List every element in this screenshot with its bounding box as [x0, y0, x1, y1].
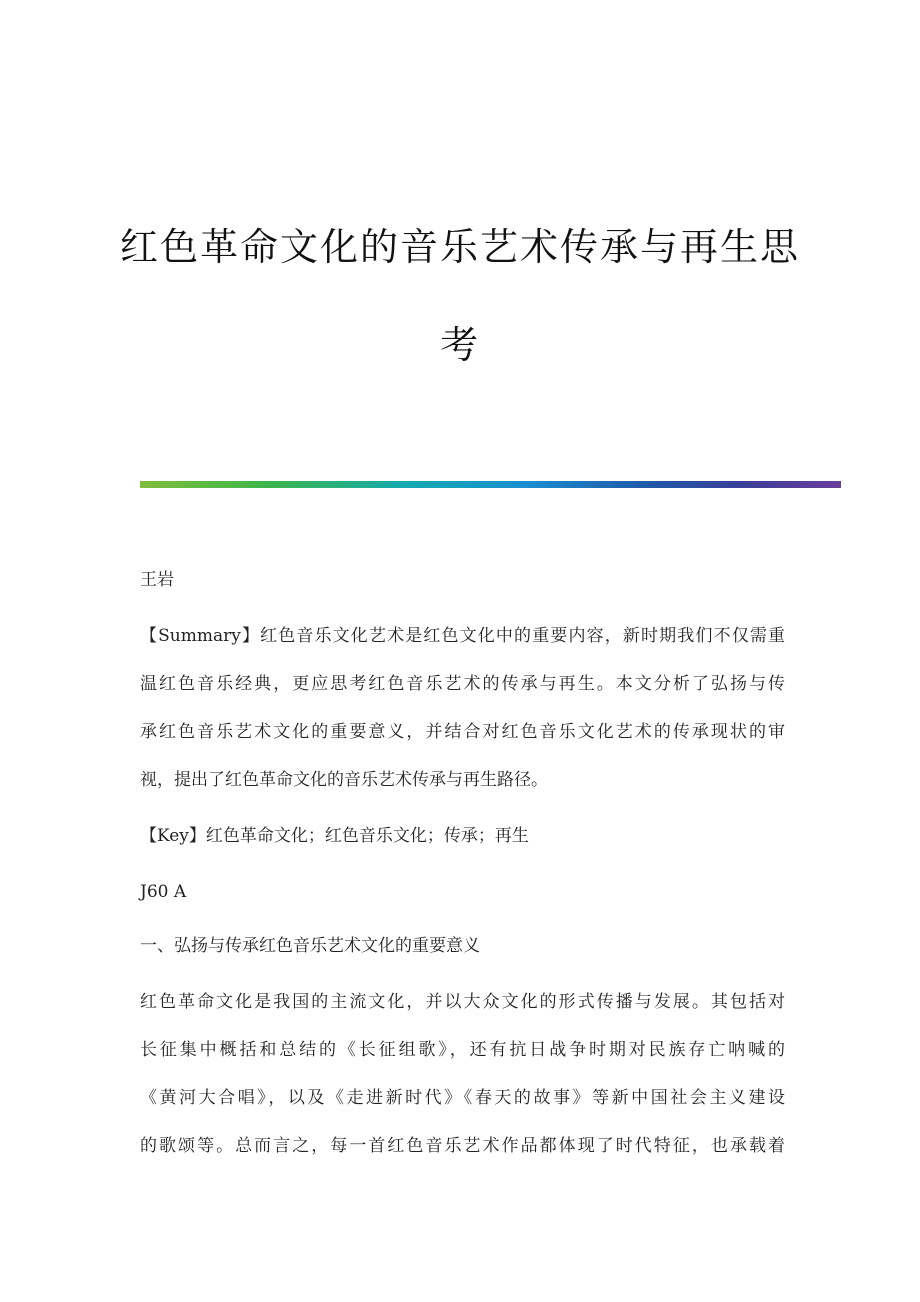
author-name: 王岩 [140, 570, 174, 590]
section-heading: 一、弘扬与传承红色音乐艺术文化的重要意义 [140, 936, 480, 956]
body-paragraph [140, 978, 785, 1170]
classification-code: J60 A [140, 882, 187, 902]
summary-line: 承红色音乐艺术文化的重要意义，并结合对红色音乐文化艺术的传承现状的审 [140, 722, 785, 742]
body-line: 《黄河大合唱》，以及《走进新时代》《春天的故事》等新中国社会主义建设 [140, 1088, 785, 1108]
body-line: 红色革命文化是我国的主流文化，并以大众文化的形式传播与发展。其包括对 [140, 992, 785, 1012]
document-title-line-2: 考 [439, 323, 480, 367]
document-title-line-1: 红色革命文化的音乐艺术传承与再生思 [119, 225, 800, 269]
summary-line: 【Summary】红色音乐文化艺术是红色文化中的重要内容，新时期我们不仅需重 [140, 626, 785, 646]
summary-line: 温红色音乐经典，更应思考红色音乐艺术的传承与再生。本文分析了弘扬与传 [140, 674, 785, 694]
body-line: 的歌颂等。总而言之，每一首红色音乐艺术作品都体现了时代特征，也承载着 [140, 1136, 785, 1156]
body-line: 长征集中概括和总结的《长征组歌》，还有抗日战争时期对民族存亡呐喊的 [140, 1040, 785, 1060]
keywords-line: 【Key】红色革命文化；红色音乐文化；传承；再生 [140, 826, 529, 846]
title-divider-gradient [140, 481, 841, 488]
summary-line: 视，提出了红色革命文化的音乐艺术传承与再生路径。 [140, 770, 548, 790]
summary-paragraph [140, 612, 785, 804]
